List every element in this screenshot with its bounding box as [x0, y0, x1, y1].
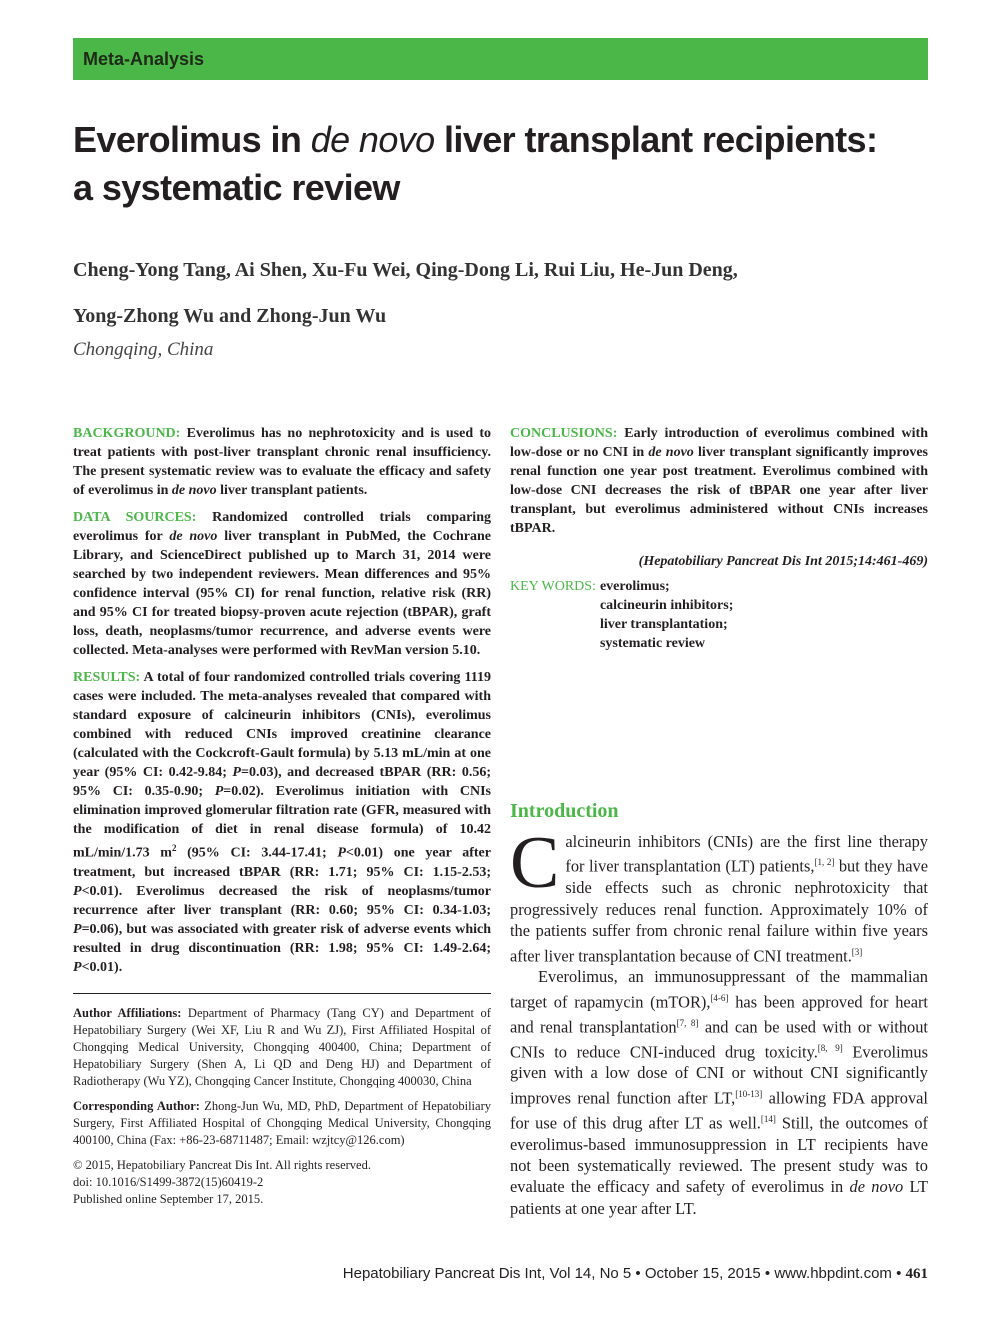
affiliations-block	[73, 1005, 491, 1208]
abstract-conclusions: CONCLUSIONS: Early introduction of everolimus combined with low-dose or no CNI in de novo liver transplant significantly improves renal function one year post treatment. Everolimus combined with low-dose CNI decreases the risk of tBPAR one year after liver transplant, but everolimus administered without CNIs increases tBPAR.	[510, 426, 928, 536]
abstract-results: RESULTS: A total of four randomized controlled trials covering 1119 cases were included. The meta-analyses revealed that compared with standard exposure of calcineurin inhibitors (CNIs), everolimus combined with reduced CNIs improved creatinine clearance (calculated with the Cockcroft-Gault formula) by 5.13 mL/min at one year (95% CI: 0.42-9.84; P=0.03), and decreased tBPAR (RR: 0.56; 95% CI: 0.35-0.90; P=0.02). Everolimus initiation with CNIs elimination improved glomerular filtration rate (GFR, measured with the modification of diet in renal disease formula) of 10.42 mL/min/1.73 $m^2$ (95% CI: 3.44-17.41; P<0.01) one year after treatment, but increased tBPAR (RR: 1.71; 95% CI: 1.15-2.53; P<0.01). Everolimus decreased the risk of neoplasms/tumor recurrence after liver transplant (RR: 0.60; 95% CI: 0.34-1.03; P=0.06), but was associated with greater risk of adverse events which resulted in drug discontinuation (RR: 1.98; 95% CI: 1.49-2.64; P<0.01).	[73, 670, 491, 975]
introduction-heading: Introduction	[510, 800, 619, 822]
author-list: Cheng-Yong Tang, Ai Shen, Xu-Fu Wei, Qing-Dong Li, Rui Liu, He-Jun Deng, Yong-Zhong Wu and Zhong-Jun Wu	[73, 259, 738, 327]
abstract-left-column	[73, 424, 491, 985]
doi: doi: 10.1016/S1499-3872(15)60419-2	[73, 1175, 264, 1189]
keyword: calcineurin inhibitors;	[599, 598, 734, 613]
keyword: liver transplantation;	[599, 617, 728, 632]
abstract-background: BACKGROUND: Everolimus has no nephrotoxicity and is used to treat patients with post-liver transplant chronic renal insufficiency. The present systematic review was to evaluate the efficacy and safety of everolimus in de novo liver transplant patients.	[73, 426, 491, 498]
section-label: Meta-Analysis	[83, 49, 205, 69]
intro-paragraph: Calcineurin inhibitors (CNIs) are the first line therapy for liver transplantation (LT) patients,[1, 2] but they have side effects such as chronic nephrotoxicity that progressively reduces renal function. Approximately 10% of the patients suffer from chronic renal failure within five years after liver transplantation because of CNI treatment.[3]	[510, 822, 928, 965]
corresponding-author: Corresponding Author: Zhong-Jun Wu, MD, PhD, Department of Hepatobiliary Surgery, First Affiliated Hospital of Chongqing Medical University, Chongqing 400100, China (Fax: +86-23-68711487; Email: wzjtcy@126.com)	[73, 1099, 491, 1147]
section-banner	[73, 38, 928, 80]
abstract-right-column	[510, 424, 928, 653]
intro-paragraph: Everolimus, an immunosuppressant of the mammalian target of rapamycin (mTOR),[4-6] has been approved for heart and renal transplantation[7, 8] and can be used with or without CNIs to reduce CNI-induced drug toxicity.[8, 9] Everolimus given with a low dose of CNI or without CNI significantly improves renal function after LT,[10-13] allowing FDA approval for use of this drug after LT as well.[14] Still, the outcomes of everolimus-based immunosuppression in LT recipients have not been systematically reviewed. The present study was to evaluate the efficacy and safety of everolimus in de novo LT patients at one year after LT.	[510, 967, 928, 1218]
published-date: Published online September 17, 2015.	[73, 1192, 264, 1206]
author-location: Chongqing, China	[73, 339, 214, 360]
article-title: Everolimus in de novo liver transplant recipients: a systematic review	[73, 119, 878, 208]
copyright: © 2015, Hepatobiliary Pancreat Dis Int. All rights reserved.	[73, 1158, 371, 1172]
keyword: everolimus;	[599, 579, 670, 594]
introduction-body	[510, 822, 928, 1219]
keywords: KEY WORDS: everolimus; calcineurin inhibitors; liver transplantation; systematic review	[510, 579, 734, 651]
drop-cap: C	[510, 822, 560, 904]
page-footer	[0, 1265, 928, 1283]
affiliation-divider	[73, 993, 491, 994]
abstract-data-sources: DATA SOURCES: Randomized controlled trials comparing everolimus for de novo liver transplant in PubMed, the Cochrane Library, and ScienceDirect published up to March 31, 2014 were searched by two independent reviewers. Mean differences and 95% confidence interval (95% CI) for renal function, relative risk (RR) and 95% CI for treated biopsy-proven acute rejection (tBPAR), graft loss, death, neoplasms/tumor recurrence, and adverse events were collected. Meta-analyses were performed with RevMan version 5.10.	[73, 510, 492, 658]
author-affiliations: Author Affiliations: Department of Pharmacy (Tang CY) and Department of Hepatobiliary Surgery (Wei XF, Liu R and Wu ZJ), First Affiliated Hospital of Chongqing Medical University, Chongqing 400400, China; Department of Hepatobiliary Surgery (Shen A, Li QD and Deng HJ) and Department of Radiotherapy (Wu YZ), Chongqing Cancer Institute, Chongqing 400030, China	[73, 1006, 491, 1088]
page-number: 461	[905, 1266, 928, 1282]
citation: (Hepatobiliary Pancreat Dis Int 2015;14:461-469)	[638, 554, 928, 569]
keyword: systematic review	[599, 636, 706, 651]
footer-journal-info: Hepatobiliary Pancreat Dis Int, Vol 14, No 5 • October 15, 2015 • www.hbpdint.com •	[342, 1265, 902, 1282]
